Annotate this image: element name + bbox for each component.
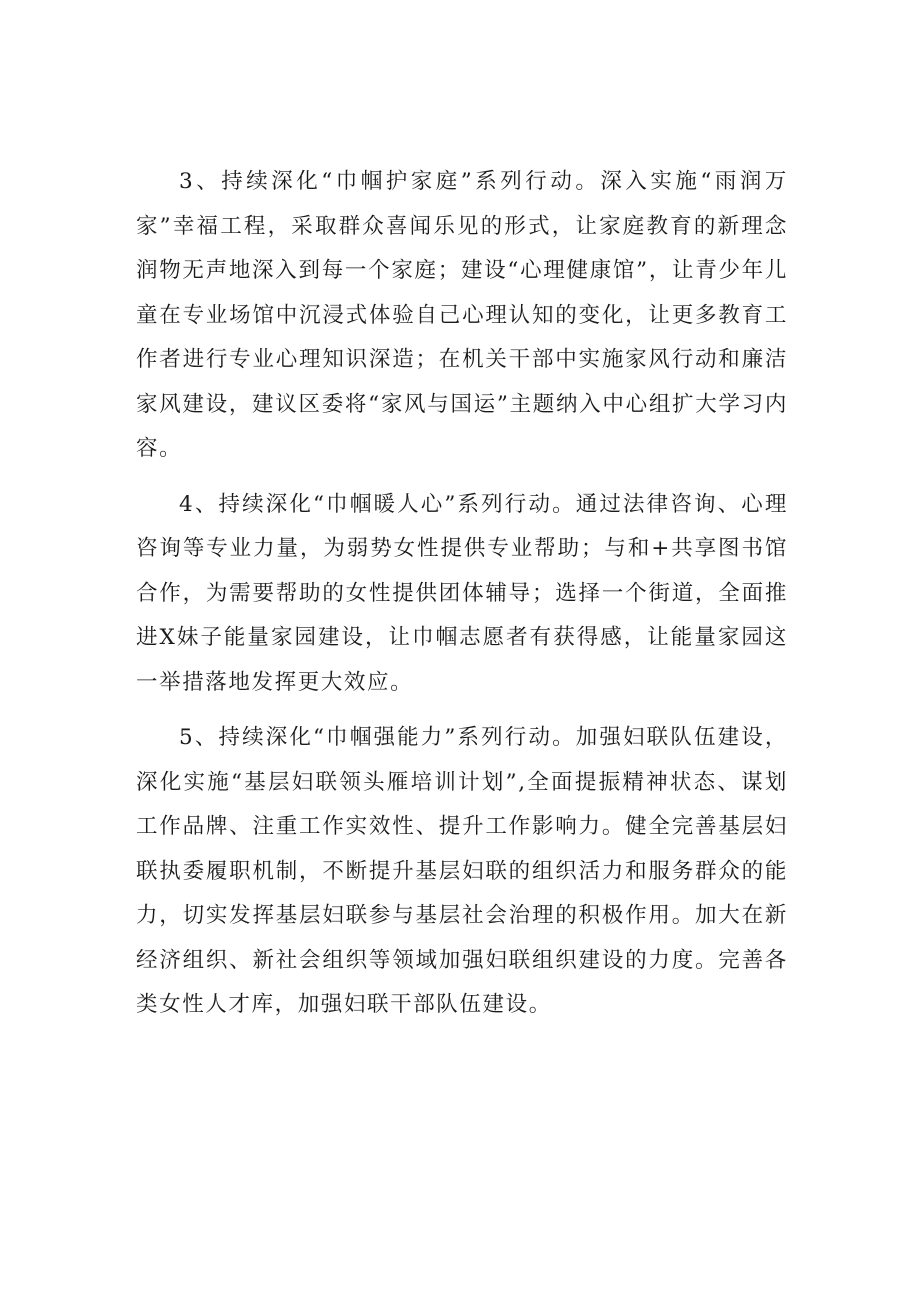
paragraph-item-4: 4、持续深化“巾帼暖人心”系列行动。通过法律咨询、心理咨询等专业力量，为弱势女性提供专业帮助；与和+共享图书馆合作，为需要帮助的女性提供团体辅导；选择一个街道，全面推进X妹子能量家园建设，让巾帼志愿者有获得感，让能量家园这一举措落地发挥更大效应。 bbox=[136, 491, 788, 695]
paragraph-item-3: 3、持续深化“巾帼护家庭”系列行动。深入实施“雨润万家”幸福工程，采取群众喜闻乐见的形式，让家庭教育的新理念润物无声地深入到每一个家庭；建设“心理健康馆”，让青少年儿童在专业场馆中沉浸式体验自己心理认知的变化，让更多教育工作者进行专业心理知识深造；在机关干部中实施家风行动和廉洁家风建设，建议区委将“家风与国运”主题纳入中心组扩大学习内容。 bbox=[136, 169, 788, 461]
document-body bbox=[136, 160, 788, 1039]
paragraph-item-5: 5、持续深化“巾帼强能力”系列行动。加强妇联队伍建设，深化实施“基层妇联领头雁培训计划”,全面提振精神状态、谋划工作品牌、注重工作实效性、提升工作影响力。健全完善基层妇联执委履职机制，不断提升基层妇联的组织活力和服务群众的能力，切实发挥基层妇联参与基层社会治理的积极作用。加大在新经济组织、新社会组织等领域加强妇联组织建设的力度。完善各类女性人才库，加强妇联干部队伍建设。 bbox=[136, 725, 788, 1017]
